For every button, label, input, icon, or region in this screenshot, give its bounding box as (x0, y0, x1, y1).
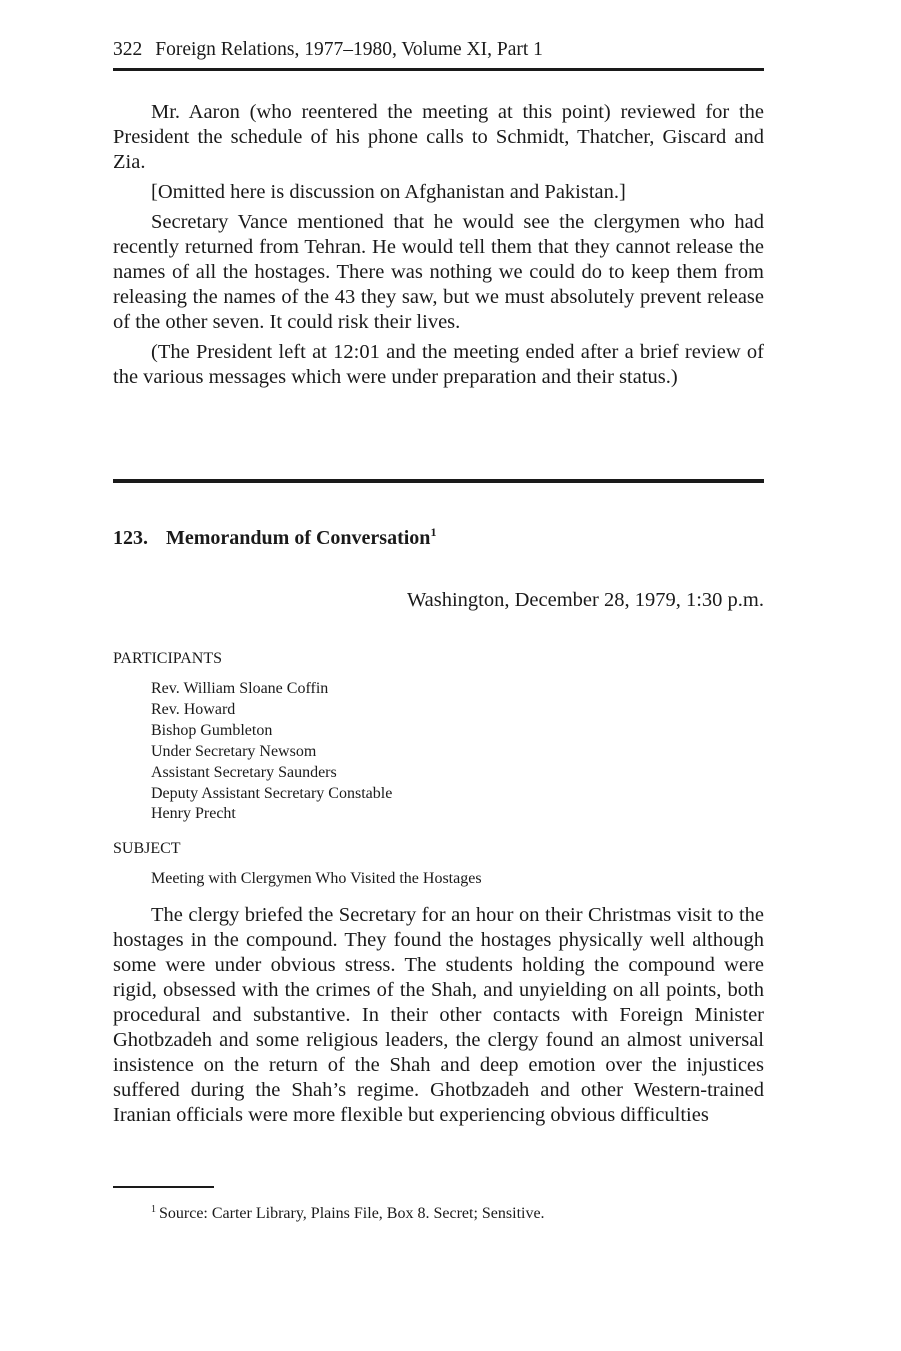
running-head (113, 38, 764, 62)
dateline: Washington, December 28, 1979, 1:30 p.m. (406, 589, 764, 611)
footnote (151, 1204, 545, 1224)
footnote-marker: 1 (151, 1204, 156, 1215)
document-number: 123. (113, 527, 148, 549)
page-number: 322 (113, 39, 143, 60)
running-head-title: Foreign Relations, 1977–1980, Volume XI, Part 1 (155, 39, 543, 60)
section-divider (113, 479, 764, 483)
paragraph: Secretary Vance mentioned that he would see the clergymen who had recently returned from Tehran. He would tell them that they cannot release the names of all the hostages. There was nothing we could do to keep them from releasing the names of the 43 they saw, but we must absolutely prevent release of the other seven. It could risk their lives. (113, 211, 764, 333)
participant: Under Secretary Newsom (151, 742, 317, 760)
paragraph: (The President left at 12:01 and the meeting ended after a brief review of the various messages which were under preparation and their status.) (113, 341, 764, 388)
carryover-text (113, 100, 764, 395)
participant: Rev. William Sloane Coffin (151, 680, 329, 697)
participants-label: PARTICIPANTS (113, 650, 223, 667)
footnote-text: Source: Carter Library, Plains File, Box 8. Secret; Sensitive. (159, 1205, 545, 1222)
footnote-rule (113, 1186, 214, 1188)
document-heading (113, 525, 436, 551)
participant: Assistant Secretary Saunders (151, 763, 337, 781)
participant: Rev. Howard (151, 700, 236, 718)
participant: Bishop Gumbleton (151, 721, 273, 739)
document-title: Memorandum of Conversation (166, 527, 431, 549)
footnote-reference[interactable]: 1 (430, 525, 437, 539)
paragraph: [Omitted here is discussion on Afghanistan and Pakistan.] (151, 181, 626, 203)
participants-list (151, 679, 392, 825)
participant: Deputy Assistant Secretary Constable (151, 784, 393, 802)
subject-text: Meeting with Clergymen Who Visited the Hostages (151, 870, 482, 887)
paragraph: Mr. Aaron (who reentered the meeting at this point) reviewed for the President the schedule of his phone calls to Schmidt, Thatcher, Giscard and Zia. (113, 101, 764, 173)
memorandum-body (113, 903, 764, 1133)
subject-label: SUBJECT (113, 840, 181, 857)
paragraph: The clergy briefed the Secretary for an hour on their Christmas visit to the hostages in the compound. They found the hostages physically well although some were under obvious stress. The students holding the compound were rigid, obsessed with the crimes of the Shah, and unyielding on all points, both procedural and substantive. In their other contacts with Foreign Minister Ghotbzadeh and some religious leaders, the clergy found an almost universal insistence on the return of the Shah and deep emotion over the injustices suffered during the Shah’s regime. Ghotbzadeh and other Western-trained Iranian officials were more flexible but experiencing obvious difficulties (113, 904, 764, 1126)
participant: Henry Precht (151, 805, 236, 823)
header-rule (113, 68, 764, 71)
